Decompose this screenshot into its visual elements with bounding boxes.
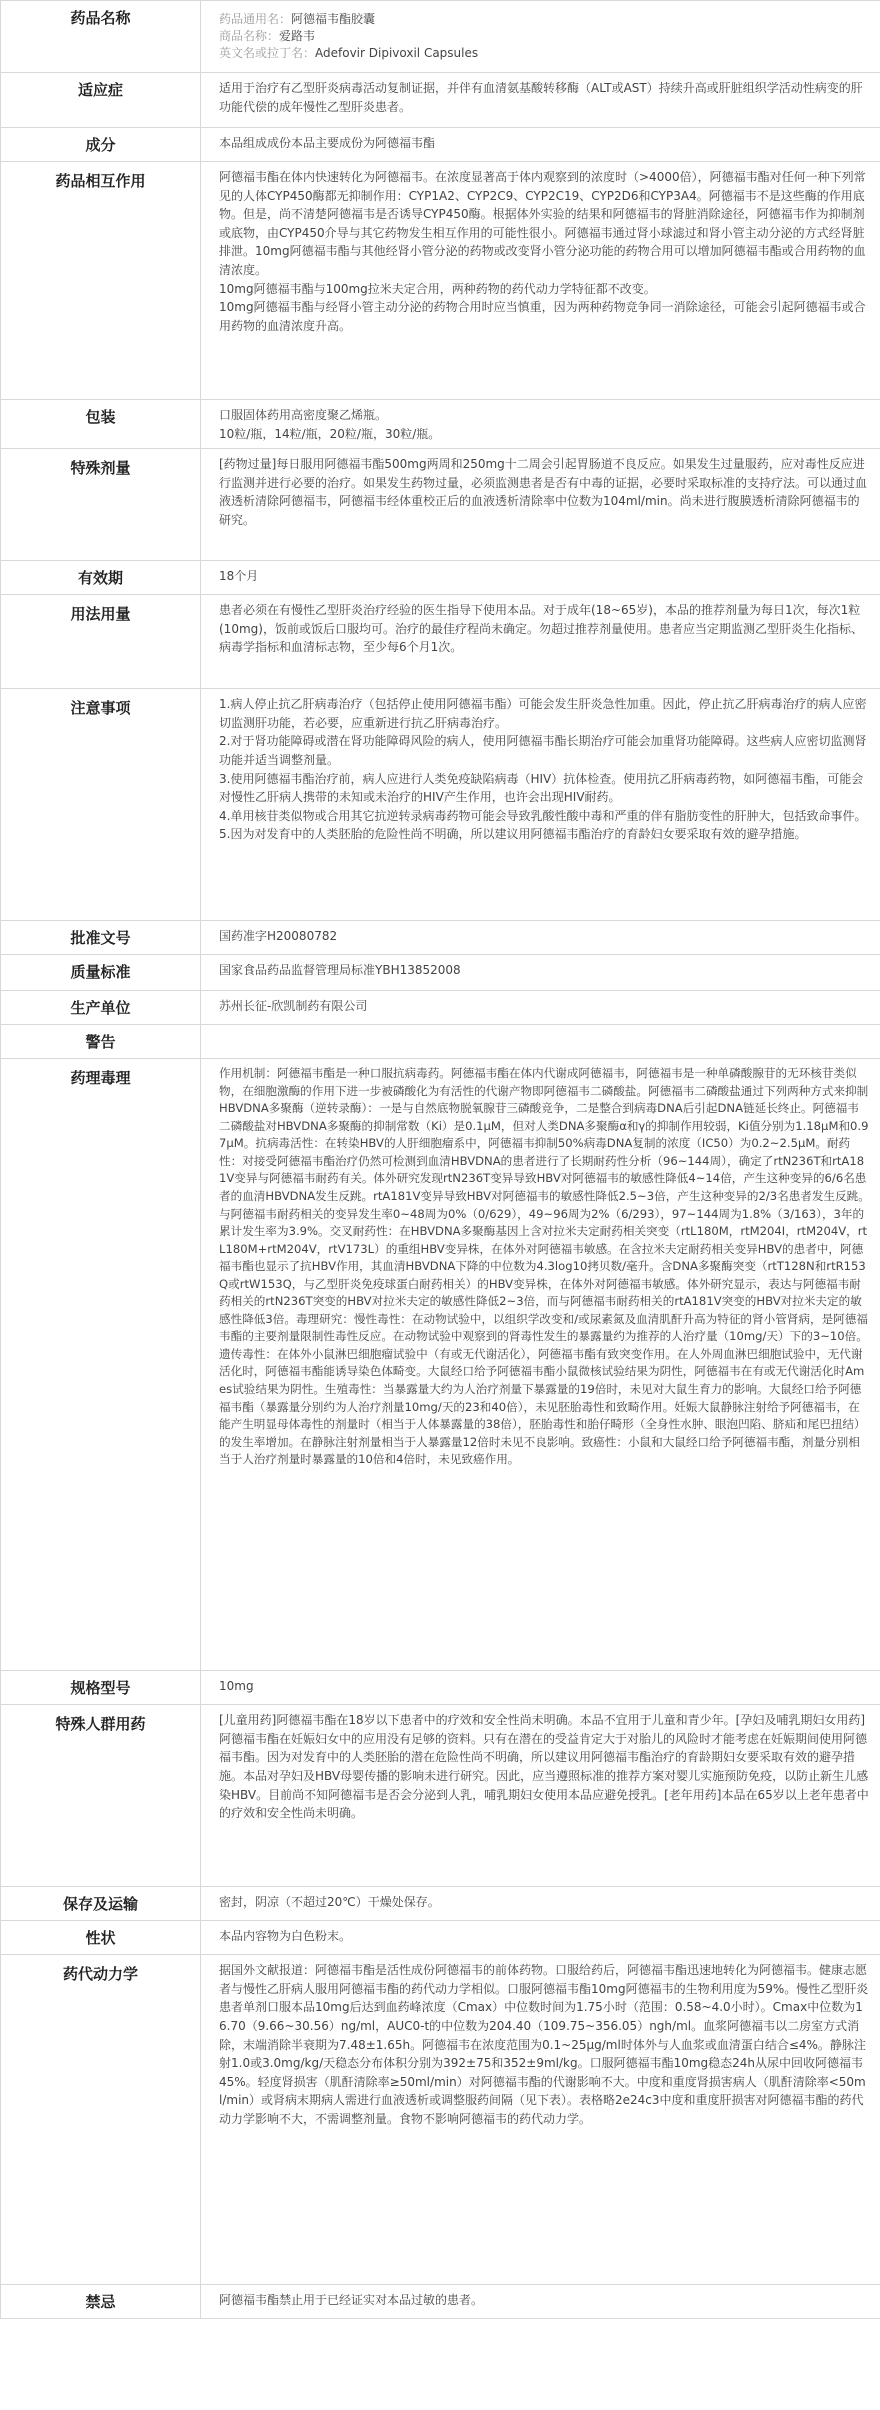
row-ingredients [1,128,880,162]
row-warning [1,1025,880,1059]
value-ingredients: 本品组成成份本品主要成份为阿德福韦酯 [201,128,880,162]
row-dosage [1,595,880,689]
label-quality-standard: 质量标准 [1,955,201,991]
row-specification [1,1671,880,1705]
row-packaging [1,400,880,449]
english-name-line [219,45,870,62]
value-warning [201,1025,880,1059]
precaution-item-2: 2.对于肾功能障碍或潜在肾功能障碍风险的病人，使用阿德福韦酯长期治疗可能会加重肾功能障碍。这些病人应密切监测肾功能并适当调整剂量。 [219,734,867,767]
generic-name: 阿德福韦酯胶囊 [291,12,376,26]
interactions-p3: 10mg阿德福韦酯与经肾小管主动分泌的药物合用时应当慎重，因为两种药物竞争同一消除途径，可能会引起阿德福韦或合用药物的血清浓度升高。 [219,300,866,333]
value-pharmacology: 作用机制：阿德福韦酯是一种口服抗病毒药。阿德福韦酯在体内代谢成阿德福韦，阿德福韦是一种单磷酸腺苷的无环核苷类似物，在细胞激酶的作用下进一步被磷酸化为有活性的代谢产物即阿德福韦二磷酸盐。阿德福韦二磷酸盐通过下列两种方式来抑制HBVDNA多聚酶（逆转录酶）：一是与自然底物脱氧腺苷三磷酸竞争，二是整合到病毒DNA后引起DNA链延长终止。阿德福韦二磷酸盐对HBVDNA多聚酶的抑制常数（Ki）是0.1μM，但对人类DNA多聚酶α和γ的抑制作用较弱，Ki值分别为1.18μM和0.97μM。抗病毒活性：在转染HBV的人肝细胞瘤系中，阿德福韦抑制50%病毒DNA复制的浓度（IC50）为0.2~2.5μM。耐药性：对接受阿德福韦酯治疗仍然可检测到血清HBVDNA的患者进行了长期耐药性分析（96~144周），确定了rtN236T和rtA181V变异与阿德福韦耐药有关。体外研究发现rtN236T变异导致HBV对阿德福韦的敏感性降低4~14倍，产生这种变异的6/6名患者的血清HBVDNA发生反跳。rtA181V变异导致HBV对阿德福韦的敏感性降低2.5~3倍，产生这种变异的2/3名患者发生反跳。与阿德福韦耐药相关的变异发生率0~48周为0%（0/629），49~96周为2%（6/293），97~144周为1.8%（3/163），3年的累计发生率为3.9%。交叉耐药性：在HBVDNA多聚酶基因上含对拉米夫定耐药相关突变（rtL180M，rtM204I，rtM204V，rtL180M+rtM204V，rtV173L）的重组HBV变异株，在体外对阿德福韦敏感。在含拉米夫定耐药相关变异HBV的患者中，阿德福韦酯也显示了抗HBV作用，其血清HBVDNA下降的中位数为4.3log10拷贝数/毫升。含DNA多聚酶突变（rtT128N和rtR153Q或rtW153Q，与乙型肝炎免疫球蛋白耐药相关）的HBV变异株，在体外对阿德福韦敏感。体外研究显示，表达与阿德福韦耐药相关的rtN236T突变的HBV对拉米夫定的敏感性降低2~3倍，而与阿德福韦耐药相关的rtA181V突变的HBV对拉米夫定的敏感性降低3倍。毒理研究：慢性毒性：在动物试验中，以组织学改变和/或尿素氮及血清肌酐升高为特征的肾小管肾病，是阿德福韦酯的主要剂量限制性毒性反应。在动物试验中观察到的肾毒性发生的暴露量约为推荐的人治疗量（10mg/天）下的3~10倍。遗传毒性：在体外小鼠淋巴细胞瘤试验中（有或无代谢活化），阿德福韦酯有致突变作用。在人外周血淋巴细胞试验中，无代谢活化时，阿德福韦酯能诱导染色体畸变。大鼠经口给予阿德福韦酯小鼠微核试验结果为阴性，阿德福韦在有或无代谢活化时Ames试验结果为阴性。生殖毒性：当暴露量大约为人治疗剂量下暴露量的19倍时，未见对大鼠生育力的影响。大鼠经口给予阿德福韦酯（暴露量分别约为人治疗剂量10mg/天的23和40倍），未见胚胎毒性和致畸作用。妊娠大鼠静脉注射给予阿德福韦，在能产生明显母体毒性的剂量时（相当于人体暴露量的38倍），胚胎毒性和胎仔畸形（全身性水肿、眼泡凹陷、脐疝和尾巴扭结）的发生率增加。在静脉注射剂量相当于人暴露量12倍时未见不良影响。致癌性：小鼠和大鼠经口给予阿德福韦酯，剂量分别相当于人治疗剂量时暴露量的10倍和4倍时，未见致癌作用。 [201,1059,880,1671]
value-manufacturer: 苏州长征-欣凯制药有限公司 [201,991,880,1025]
value-quality-standard: 国家食品药品监督管理局标准YBH13852008 [201,955,880,991]
label-approval-number: 批准文号 [1,921,201,955]
label-storage: 保存及运输 [1,1887,201,1921]
label-contraindications: 禁忌 [1,2285,201,2319]
row-drug-name [1,1,880,73]
value-precautions [201,689,880,921]
english-name: Adefovir Dipivoxil Capsules [315,46,479,60]
row-contraindications [1,2285,880,2319]
label-pharmacology: 药理毒理 [1,1059,201,1671]
label-pharmacokinetics: 药代动力学 [1,1955,201,2285]
value-interactions [201,162,880,400]
generic-name-line [219,11,870,28]
label-specification: 规格型号 [1,1671,201,1705]
row-quality-standard [1,955,880,991]
row-approval-number [1,921,880,955]
row-indication [1,73,880,128]
trade-name-key: 商品名称： [219,29,280,43]
generic-name-key: 药品通用名： [219,12,292,26]
value-appearance: 本品内容物为白色粉末。 [201,1921,880,1955]
interactions-p1: 阿德福韦酯在体内快速转化为阿德福韦。在浓度显著高于体内观察到的浓度时（>4000倍），阿德福韦酯对任何一种下列常见的人体CYP450酶都无抑制作用：CYP1A2、CYP2C9、CYP2C19、CYP2D6和CYP3A4。阿德福韦不是这些酶的作用底物。但是，尚不清楚阿德福韦是否诱导CYP450酶。根据体外实验的结果和阿德福韦的肾脏消除途径，阿德福韦作为抑制剂或底物，由CYP450介导与其它药物发生相互作用的可能性很小。阿德福韦通过肾小球滤过和肾小管主动分泌的方式经肾脏排泄。10mg阿德福韦酯与其他经肾小管分泌的药物或改变肾小管分泌功能的药物合用可以增加阿德福韦酯或合用药物的血清浓度。 [219,170,866,277]
label-special-groups: 特殊人群用药 [1,1705,201,1887]
value-drug-name [201,1,880,73]
value-pharmacokinetics: 据国外文献报道：阿德福韦酯是活性成份阿德福韦的前体药物。口服给药后，阿德福韦酯迅速地转化为阿德福韦。健康志愿者与慢性乙肝病人服用阿德福韦酯的药代动力学相似。口服阿德福韦酯10mg阿德福韦的生物利用度为59%。慢性乙型肝炎患者单剂口服本品10mg后达到血药峰浓度（Cmax）中位数时间为1.75小时（范围：0.58~4.0小时）。Cmax中位数为16.70（9.66~30.56）ng/ml，AUC0-t的中位数为204.40（109.75~356.05）ngh/ml。血浆阿德福韦以二房室方式消除，末端消除半衰期为7.48±1.65h。阿德福韦在浓度范围为0.1~25μg/ml时体外与人血浆或血清蛋白结合≤4%。静脉注射1.0或3.0mg/kg/天稳态分布体积分别为392±75和352±9ml/kg。口服阿德福韦酯10mg稳态24h从尿中回收阿德福韦45%。轻度肾损害（肌酐清除率≥50ml/min）对阿德福韦酯的代谢影响不大。中度和重度肾损害病人（肌酐清除率<50ml/min）或肾病末期病人需进行血液透析或调整服药间隔（见下表）。表格略2e24c3中度和重度肝损害对阿德福韦酯的药代动力学影响不大，不需调整剂量。食物不影响阿德福韦的药代动力学。 [201,1955,880,2285]
value-overdose: [药物过量]每日服用阿德福韦酯500mg两周和250mg十二周会引起胃肠道不良反应。如果发生过量服药，应对毒性反应进行监测并进行必要的治疗。如果发生药物过量，必须监测患者是否有中毒的证据，必要时采取标准的支持疗法。可以通过血液透析清除阿德福韦，阿德福韦经体重校正后的血液透析清除率中位数为104ml/min。尚未进行腹膜透析清除阿德福韦的研究。 [201,449,880,561]
trade-name: 爱路韦 [279,29,316,43]
row-validity [1,561,880,595]
label-validity: 有效期 [1,561,201,595]
label-precautions: 注意事项 [1,689,201,921]
packaging-line-2: 10粒/瓶，14粒/瓶，20粒/瓶，30粒/瓶。 [219,426,441,441]
precaution-item-1: 1.病人停止抗乙肝病毒治疗（包括停止使用阿德福韦酯）可能会发生肝炎急性加重。因此，停止抗乙肝病毒治疗的病人应密切监测肝功能，若必要，应重新进行抗乙肝病毒治疗。 [219,697,867,730]
label-interactions: 药品相互作用 [1,162,201,400]
row-manufacturer [1,991,880,1025]
precaution-item-5: 5.因为对发育中的人类胚胎的危险性尚不明确，所以建议用阿德福韦酯治疗的育龄妇女要采取有效的避孕措施。 [219,827,807,842]
row-pharmacokinetics [1,1955,880,2285]
value-contraindications: 阿德福韦酯禁止用于已经证实对本品过敏的患者。 [201,2285,880,2319]
value-approval-number: 国药准字H20080782 [201,921,880,955]
trade-name-line [219,28,870,45]
label-drug-name: 药品名称 [1,1,201,73]
value-special-groups: [儿童用药]阿德福韦酯在18岁以下患者中的疗效和安全性尚未明确。本品不宜用于儿童和青少年。[孕妇及哺乳期妇女用药]阿德福韦酯在妊娠妇女中的应用没有足够的资料。只有在潜在的受益肯定大于对胎儿的风险时才能考虑在妊娠期间使用阿德福韦酯。因为对发育中的人类胚胎的潜在危险性尚不明确，所以建议用阿德福韦酯治疗的育龄期妇女要采取有效的避孕措施。本品对孕妇及HBV母婴传播的影响未进行研究。因此，应当遵照标准的推荐方案对婴儿实施预防免疫，以防止新生儿感染HBV。目前尚不知阿德福韦是否会分泌到人乳，哺乳期妇女使用本品应避免授乳。[老年用药]本品在65岁以上老年患者中的疗效和安全性尚未明确。 [201,1705,880,1887]
row-pharmacology [1,1059,880,1671]
value-storage: 密封，阴凉（不超过20℃）干燥处保存。 [201,1887,880,1921]
row-overdose [1,449,880,561]
value-validity: 18个月 [201,561,880,595]
label-overdose: 特殊剂量 [1,449,201,561]
label-manufacturer: 生产单位 [1,991,201,1025]
row-precautions [1,689,880,921]
label-appearance: 性状 [1,1921,201,1955]
row-special-groups [1,1705,880,1887]
label-ingredients: 成分 [1,128,201,162]
packaging-line-1: 口服固体药用高密度聚乙烯瓶。 [219,408,388,422]
english-name-key: 英文名或拉丁名： [219,46,316,60]
row-appearance [1,1921,880,1955]
value-indication: 适用于治疗有乙型肝炎病毒活动复制证据，并伴有血清氨基酸转移酶（ALT或AST）持续升高或肝脏组织学活动性病变的肝功能代偿的成年慢性乙型肝炎患者。 [201,73,880,128]
label-warning: 警告 [1,1025,201,1059]
precaution-item-3: 3.使用阿德福韦酯治疗前，病人应进行人类免疫缺陷病毒（HIV）抗体检查。使用抗乙肝病毒药物，如阿德福韦酯，可能会对慢性乙肝病人携带的未知或未治疗的HIV产生作用，也许会出现HIV耐药。 [219,771,864,805]
value-packaging [201,400,880,449]
label-packaging: 包装 [1,400,201,449]
row-storage [1,1887,880,1921]
label-dosage: 用法用量 [1,595,201,689]
label-indication: 适应症 [1,73,201,128]
value-specification: 10mg [201,1671,880,1705]
precaution-item-4: 4.单用核苷类似物或合用其它抗逆转录病毒药物可能会导致乳酸性酸中毒和严重的伴有脂肪变性的肝肿大，包括致命事件。 [219,808,867,823]
value-dosage: 患者必须在有慢性乙型肝炎治疗经验的医生指导下使用本品。对于成年(18~65岁)，本品的推荐剂量为每日1次，每次1粒(10mg)，饭前或饭后口服均可。治疗的最佳疗程尚未确定。勿超过推荐剂量使用。患者应当定期监测乙型肝炎生化指标、病毒学指标和血清标志物，至少每6个月1次。 [201,595,880,689]
row-interactions [1,162,880,400]
interactions-p2: 10mg阿德福韦酯与100mg拉米夫定合用，两种药物的药代动力学特征都不改变。 [219,281,656,296]
